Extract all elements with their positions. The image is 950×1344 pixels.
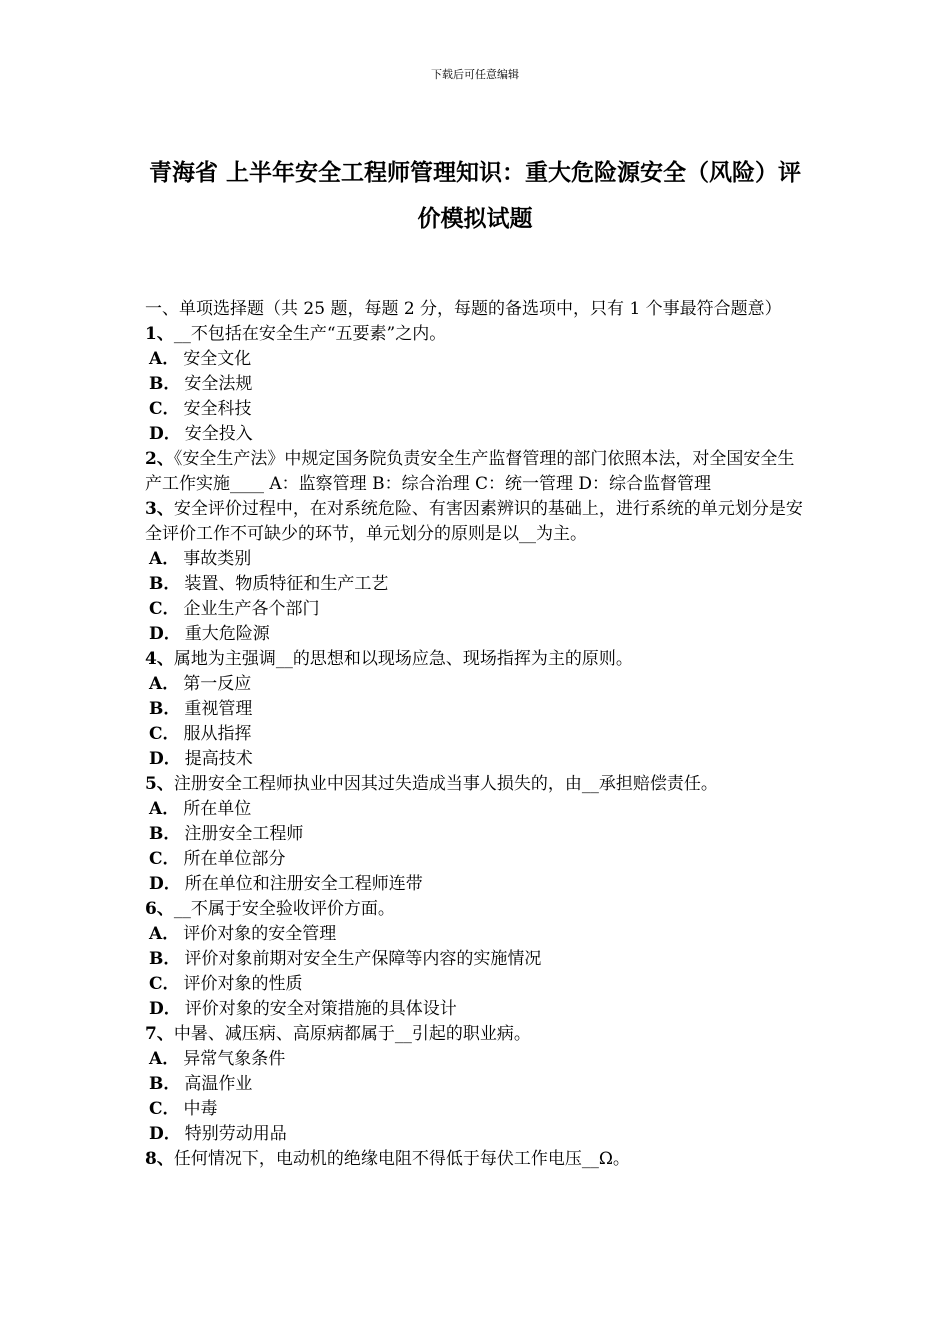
- option-text: 特别劳动用品: [184, 1124, 287, 1144]
- question-text: 安全评价过程中，在对系统危险、有害因素辨识的基础上，进行系统的单元划分是安全评价工作不可缺少的环节，单元划分的原则是以__为主。: [145, 499, 803, 544]
- answer-option: [145, 847, 810, 872]
- option-text: 重视管理: [184, 699, 253, 719]
- answer-option: [145, 1097, 810, 1122]
- answer-option: [145, 597, 810, 622]
- option-letter: C．: [149, 849, 180, 869]
- question: [145, 497, 810, 547]
- answer-option: [145, 672, 810, 697]
- option-letter: B．: [149, 374, 181, 394]
- answer-option: [145, 397, 810, 422]
- option-letter: D．: [149, 424, 181, 444]
- option-letter: D．: [149, 749, 181, 769]
- option-text: 企业生产各个部门: [183, 599, 320, 619]
- option-text: 评价对象前期对安全生产保障等内容的实施情况: [184, 949, 542, 969]
- option-text: 中毒: [183, 1099, 218, 1119]
- option-text: 安全文化: [183, 349, 252, 369]
- question-number: 2、: [145, 449, 174, 469]
- option-text: 第一反应: [183, 674, 252, 694]
- question: [145, 1022, 810, 1047]
- question-number: 4、: [145, 649, 174, 669]
- option-letter: B．: [149, 824, 181, 844]
- answer-option: [145, 422, 810, 447]
- option-letter: D．: [149, 874, 181, 894]
- question: [145, 897, 810, 922]
- option-text: 提高技术: [184, 749, 253, 769]
- option-letter: D．: [149, 1124, 181, 1144]
- answer-option: [145, 547, 810, 572]
- answer-option: [145, 1047, 810, 1072]
- question-list: [145, 322, 810, 1172]
- option-text: 注册安全工程师: [184, 824, 304, 844]
- option-letter: C．: [149, 399, 180, 419]
- option-letter: B．: [149, 1074, 181, 1094]
- option-text: 安全法规: [184, 374, 253, 394]
- document-title: 青海省 上半年安全工程师管理知识：重大危险源安全（风险）评价模拟试题: [148, 160, 801, 232]
- option-text: 安全科技: [183, 399, 252, 419]
- option-text: 高温作业: [184, 1074, 253, 1094]
- question: [145, 772, 810, 797]
- answer-option: [145, 722, 810, 747]
- option-text: 服从指挥: [183, 724, 252, 744]
- question-number: 6、: [145, 899, 174, 919]
- option-text: 评价对象的性质: [183, 974, 303, 994]
- option-letter: B．: [149, 699, 181, 719]
- question-text: 注册安全工程师执业中因其过失造成当事人损失的，由__承担赔偿责任。: [173, 774, 718, 794]
- option-letter: C．: [149, 1099, 180, 1119]
- option-letter: B．: [149, 949, 181, 969]
- question-text: 中暑、减压病、高原病都属于__引起的职业病。: [173, 1024, 531, 1044]
- question: [145, 1147, 810, 1172]
- answer-option: [145, 622, 810, 647]
- question-text: 《安全生产法》中规定国务院负责安全生产监督管理的部门依照本法，对全国安全生产工作实施____ A：监察管理 B：综合治理 C：统一管理 D：综合监督管理: [145, 449, 795, 494]
- answer-option: [145, 997, 810, 1022]
- question: [145, 447, 810, 497]
- option-text: 异常气象条件: [183, 1049, 286, 1069]
- answer-option: [145, 347, 810, 372]
- question-text: 属地为主强调__的思想和以现场应急、现场指挥为主的原则。: [173, 649, 633, 669]
- option-letter: A．: [149, 549, 180, 569]
- option-letter: B．: [149, 574, 181, 594]
- option-text: 所在单位部分: [183, 849, 286, 869]
- question-number: 1、: [145, 324, 174, 344]
- question-number: 7、: [145, 1024, 174, 1044]
- question-text: __不属于安全验收评价方面。: [173, 899, 395, 919]
- question-text: 任何情况下，电动机的绝缘电阻不得低于每伏工作电压__Ω。: [173, 1149, 630, 1169]
- answer-option: [145, 1122, 810, 1147]
- option-text: 事故类别: [183, 549, 252, 569]
- option-text: 所在单位和注册安全工程师连带: [184, 874, 423, 894]
- option-letter: A．: [149, 924, 180, 944]
- option-letter: C．: [149, 599, 180, 619]
- answer-option: [145, 697, 810, 722]
- option-letter: A．: [149, 1049, 180, 1069]
- answer-option: [145, 1072, 810, 1097]
- option-text: 装置、物质特征和生产工艺: [184, 574, 389, 594]
- answer-option: [145, 872, 810, 897]
- answer-option: [145, 822, 810, 847]
- answer-option: [145, 972, 810, 997]
- option-text: 评价对象的安全管理: [183, 924, 337, 944]
- answer-option: [145, 922, 810, 947]
- answer-option: [145, 572, 810, 597]
- question-number: 8、: [145, 1149, 174, 1169]
- question-number: 3、: [145, 499, 174, 519]
- answer-option: [145, 372, 810, 397]
- option-letter: C．: [149, 724, 180, 744]
- option-text: 评价对象的安全对策措施的具体设计: [184, 999, 457, 1019]
- answer-option: [145, 797, 810, 822]
- option-letter: A．: [149, 799, 180, 819]
- option-letter: D．: [149, 624, 181, 644]
- option-letter: A．: [149, 674, 180, 694]
- question-text: __不包括在安全生产“五要素”之内。: [173, 324, 447, 344]
- option-letter: C．: [149, 974, 180, 994]
- option-text: 安全投入: [184, 424, 253, 444]
- header-note: 下载后可任意编辑: [431, 68, 519, 81]
- document-body: [145, 297, 810, 1172]
- question: [145, 647, 810, 672]
- option-text: 重大危险源: [184, 624, 270, 644]
- option-text: 所在单位: [183, 799, 252, 819]
- question-number: 5、: [145, 774, 174, 794]
- answer-option: [145, 747, 810, 772]
- option-letter: A．: [149, 349, 180, 369]
- question: [145, 322, 810, 347]
- section-heading: 一、单项选择题（共 25 题，每题 2 分，每题的备选项中，只有 1 个事最符合题意）: [145, 299, 782, 319]
- option-letter: D．: [149, 999, 181, 1019]
- answer-option: [145, 947, 810, 972]
